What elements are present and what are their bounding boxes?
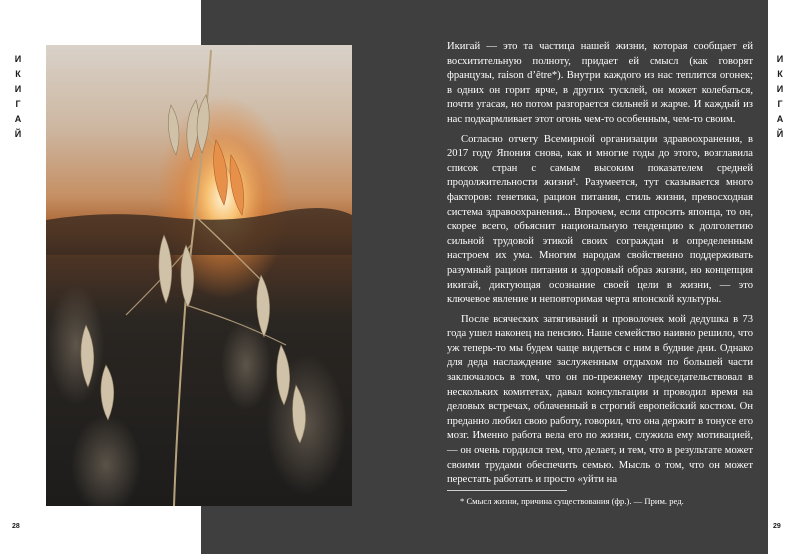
paragraph: Икигай — это та частица нашей жизни, которая сообщает ей восхитительную полноту, придает ей смысл (как говорят французы, raison d’être*). Внутри каждого из нас теплится огонек; в одних он горит ярче, в других тусклей, он может колебаться, почти угасая, но потом разгорается сильней и жарче. И каждый из нас подкармливает этот огонь чем-то особенным, чем-то своим. — [447, 41, 753, 125]
title-letter: А — [776, 114, 784, 124]
title-letter: И — [776, 84, 784, 94]
title-letter: К — [777, 69, 783, 79]
oat-sunset-illustration — [46, 45, 352, 506]
oat-sunset-photo — [46, 45, 352, 506]
footnote-rule — [447, 490, 567, 491]
title-letter: Г — [15, 99, 21, 109]
title-letter: К — [15, 69, 21, 79]
paragraph: Согласно отчету Всемирной организации здравоохранения, в 2017 году Япония снова, как и многие годы до этого, возглавила список стран с самым высоким показателем средней продолжительности жизни¹. Разумеется, тут сказывается много факторов: генетика, рацион питания, стиль жизни, превосходная система здравоохранения... Впрочем, если спросить японца, то он, скорее всего, объяснит национальную тенденцию к долголетию сильной трудовой этикой своих сограждан и определенным настроем их ума. Многим народам свойственно поддерживать разумный рацион питания и здоровый образ жизни, но концепция икигай, диктующая осознание своей цели в жизни, — это ключевое явление и неповторимая черта японской культуры. — [447, 133, 753, 306]
title-letter: И — [14, 54, 22, 64]
right-running-title — [773, 52, 787, 142]
title-letter: Й — [776, 129, 784, 139]
title-letter: А — [14, 114, 22, 124]
page-number-right: 29 — [773, 523, 781, 530]
page-number-left: 28 — [12, 523, 20, 530]
left-running-title — [11, 52, 25, 142]
title-letter: И — [776, 54, 784, 64]
footnote: * Смысл жизни, причина существования (фр.). — Прим. ред. — [460, 496, 684, 506]
title-letter: Г — [777, 99, 783, 109]
paragraph: После всяческих затягиваний и проволочек мой дедушка в 73 года ушел наконец на пенсию. Наше семейство наивно решило, что уж теперь-то мы будем чаще видеться с ним в будние дни. Однако для деда наслаждение заслуженным отдыхом по большей части заключалось в том, что он по-прежнему председательствовал в нескольких комитетах, давал консультации и проводил время на деловых встречах, облаченный в строгий европейский костюм. Он преданно любил свою работу, говорил, что она держит в тонусе его мозг. Именно работа вела его по жизни, служила ему мотивацией, — он очень гордился тем, что делает, и тем, что в результате может своими трудами обеспечить семью. Мысль о том, что он может перестать работать и просто «уйти на — [447, 313, 753, 486]
body-text-column — [447, 40, 753, 488]
title-letter: И — [14, 84, 22, 94]
title-letter: Й — [14, 129, 22, 139]
